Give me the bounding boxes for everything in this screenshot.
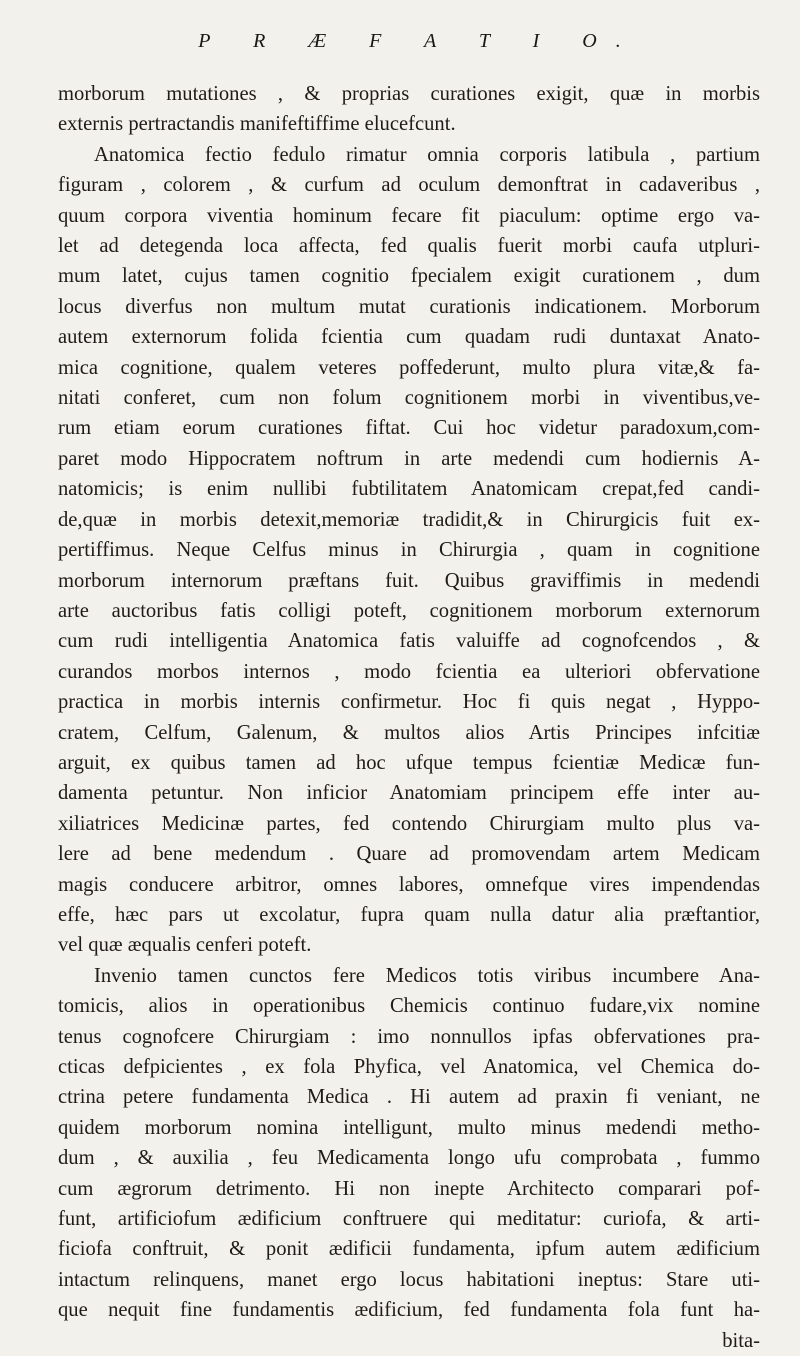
running-head: P R Æ F A T I O.: [198, 30, 640, 52]
text-line: magis conducere arbitror, omnes labores, omnefque vires impendendas: [58, 873, 760, 896]
text-line: dum , & auxilia , feu Medicamenta longo ufu comprobata , fummo: [58, 1147, 760, 1170]
text-line: lere ad bene medendum . Quare ad promovendam artem Medicam: [58, 843, 760, 866]
text-line: mum latet, cujus tamen cognitio fpecialem exigit curationem , dum: [58, 265, 760, 288]
text-line: cum rudi intelligentia Anatomica fatis valuiffe ad cognofcendos , &: [58, 630, 760, 653]
text-line: quum corpora viventia hominum fecare fit piaculum: optime ergo va-: [58, 204, 760, 227]
text-line: morborum mutationes , & proprias curationes exigit, quæ in morbis: [58, 83, 760, 105]
text-line: pertiffimus. Neque Celfus minus in Chirurgia , quam in cognitione: [58, 539, 760, 562]
body-text: [58, 79, 760, 1356]
text-line: ctrina petere fundamenta Medica . Hi autem ad praxin fi veniant, ne: [58, 1086, 760, 1109]
text-line: locus diverfus non multum mutat curationis indicationem. Morborum: [58, 295, 760, 318]
text-line: cticas defpicientes , ex fola Phyfica, vel Anatomica, vel Chemica do-: [58, 1056, 760, 1078]
text-line: mica cognitione, qualem veteres poffederunt, multo plura vitæ,& fa-: [58, 356, 760, 379]
text-line: let ad detegenda loca affecta, fed qualis fuerit morbi caufa utpluri-: [58, 235, 760, 258]
text-line: vel quæ æqualis cenferi poteft.: [58, 934, 312, 957]
text-line: que nequit fine fundamentis ædificium, fed fundamenta fola funt ha-: [58, 1299, 760, 1322]
text-line: tomicis, alios in operationibus Chemicis continuo fudare,vix nomine: [58, 995, 760, 1018]
text-line: Anatomica fectio fedulo rimatur omnia corporis latibula , partium: [94, 143, 760, 166]
text-line: curandos morbos internos , modo fcientia ea ulteriori obfervatione: [58, 660, 760, 683]
text-line: ficiofa conftruit, & ponit ædificii fundamenta, ipfum autem ædificium: [58, 1238, 760, 1261]
text-line: morborum internorum præftans fuit. Quibus graviffimis in medendi: [58, 569, 760, 592]
text-line: Invenio tamen cunctos fere Medicos totis viribus incumbere Ana-: [94, 964, 760, 987]
text-line: practica in morbis internis confirmetur. Hoc fi quis negat , Hyppo-: [58, 691, 760, 714]
text-line: de,quæ in morbis detexit,memoriæ tradidit,& in Chirurgicis fuit ex-: [58, 508, 760, 531]
text-line: figuram , colorem , & curfum ad oculum demonftrat in cadaveribus ,: [58, 174, 760, 197]
text-line: xiliatrices Medicinæ partes, fed contendo Chirurgiam multo plus va-: [58, 812, 760, 835]
text-line: cum ægrorum detrimento. Hi non inepte Architecto comparari pof-: [58, 1177, 760, 1200]
text-line: rum etiam eorum curationes fiftat. Cui hoc videtur paradoxum,com-: [58, 417, 760, 440]
text-line: funt, artificiofum ædificium conftruere qui meditatur: curiofa, & arti-: [58, 1208, 760, 1231]
text-line: damenta petuntur. Non inficior Anatomiam principem effe inter au-: [58, 782, 760, 805]
text-line: effe, hæc pars ut excolatur, fupra quam nulla datur alia præftantior,: [58, 903, 760, 926]
text-line: arte auctoribus fatis colligi poteft, cognitionem morborum externorum: [58, 599, 760, 622]
text-line: cratem, Celfum, Galenum, & multos alios Artis Principes infcitiæ: [58, 721, 760, 744]
text-line: natomicis; is enim nullibi fubtilitatem Anatomicam crepat,fed candi-: [58, 478, 760, 501]
text-line: arguit, ex quibus tamen ad hoc ufque tempus fcientiæ Medicæ fun-: [58, 751, 760, 774]
text-line: intactum relinquens, manet ergo locus habitationi ineptus: Stare uti-: [58, 1268, 760, 1291]
text-line: tenus cognofcere Chirurgiam : imo nonnullos ipfas obfervationes pra-: [58, 1025, 760, 1048]
text-line: paret modo Hippocratem noftrum in arte medendi cum hodiernis A-: [58, 447, 760, 470]
text-line: externis pertractandis manifeftiffime elucefcunt.: [58, 113, 456, 136]
text-line: nitati conferet, cum non folum cognitionem morbi in viventibus,ve-: [58, 387, 760, 410]
text-line: autem externorum folida fcientia cum quadam rudi duntaxat Anato-: [58, 326, 760, 349]
text-line: quidem morborum nomina intelligunt, multo minus medendi metho-: [58, 1116, 760, 1139]
text-line: bita-: [722, 1329, 760, 1352]
